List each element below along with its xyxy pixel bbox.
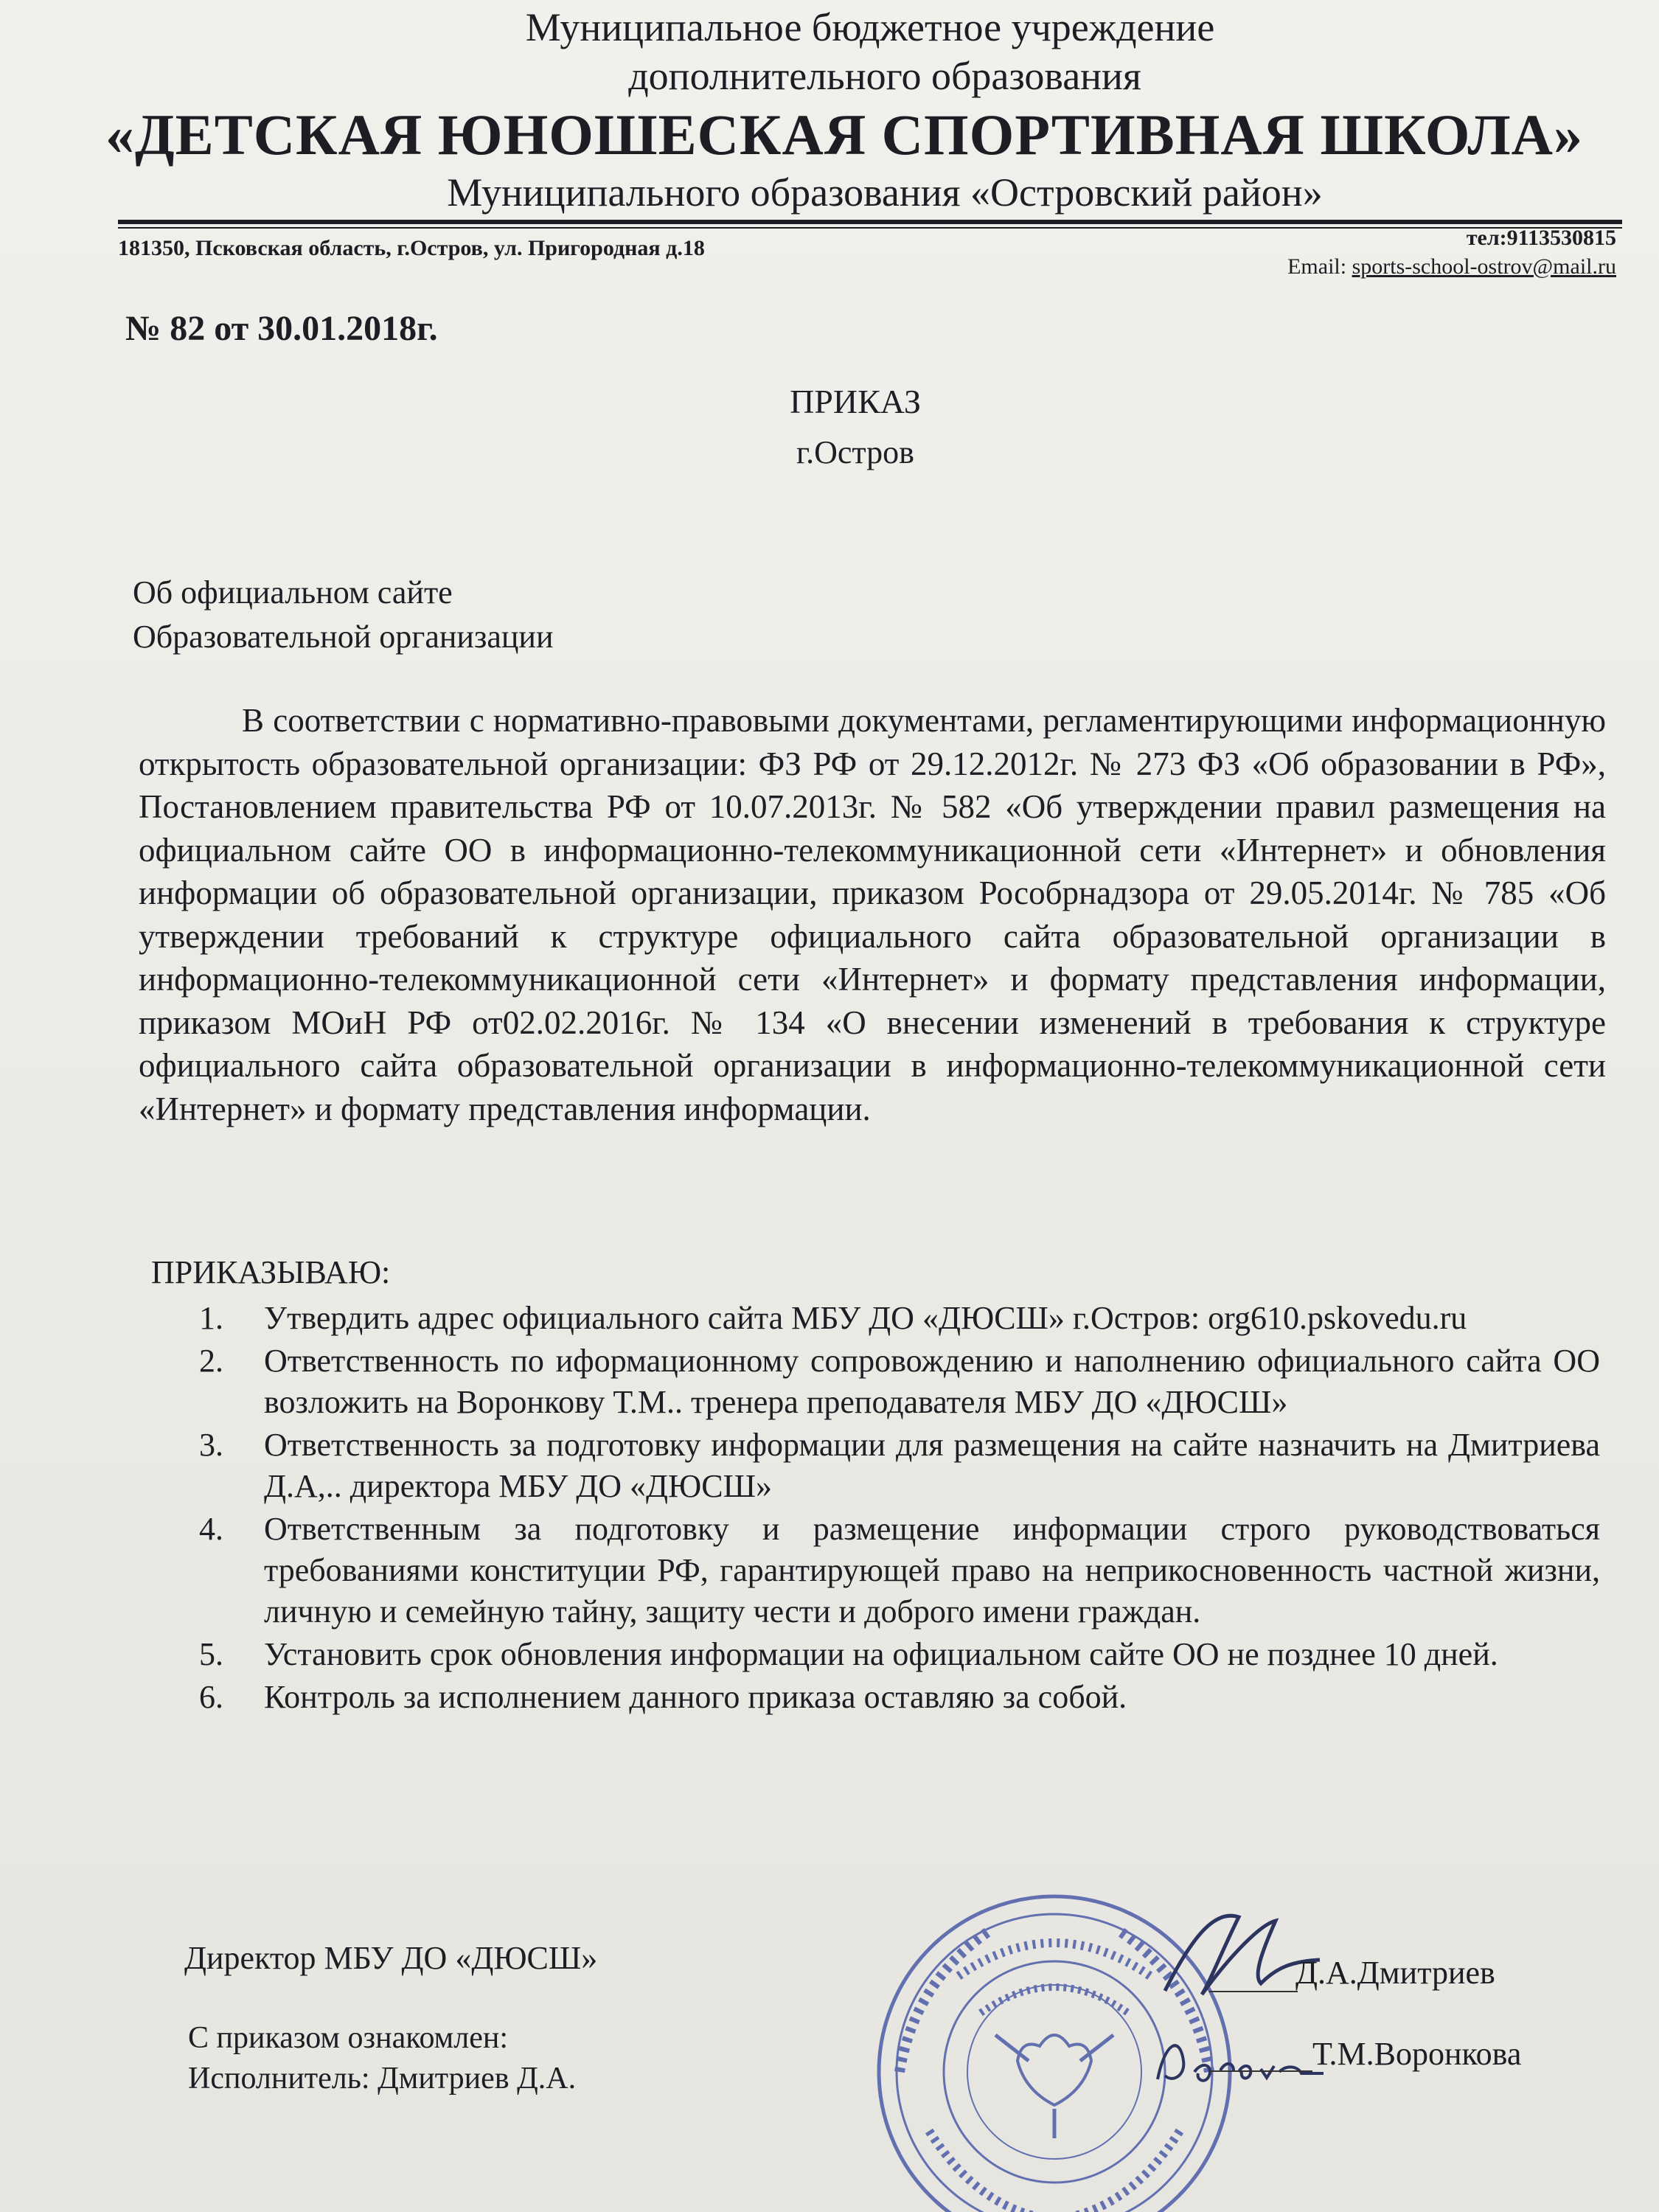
document-city: г.Остров — [796, 434, 914, 470]
body-paragraph: В соответствии с нормативно-правовыми документами, регламентирующими информационную открытость образовательной организации: ФЗ РФ от 29.12.2012г. № 273 ФЗ «Об образовании в РФ», Постановлением правительства РФ от 10.07.2013г. № 582 «Об утверждении правил размещения на официальном сайте ОО в информационно-телекоммуникационной сети «Интернет» и обновления информации об образовательной организации, приказом Рособрнадзора от 29.05.2014г. № 785 «Об утверждении требований к структуре официального сайта образовательной организации в информационно-телекоммуникационной сети «Интернет» и формату представления информации, приказом МОиН РФ от02.02.2016г. № 134 «О внесении изменений в требования к структуре официального сайта образовательной организации в информационно-телекоммуникационной сети «Интернет» и формату представления информации. — [139, 702, 1606, 1127]
order-item — [199, 1677, 1600, 1718]
order-number: 4. — [199, 1511, 223, 1547]
header-divider-thin — [118, 227, 1622, 229]
order-item — [199, 1298, 1600, 1339]
acknowledger-signature-line — [1209, 2070, 1312, 2072]
order-text: Установить срок обновления информации на официальном сайте ОО не позднее 10 дней. — [264, 1636, 1498, 1672]
order-item — [199, 1425, 1600, 1507]
email-link[interactable]: sports-school-ostrov@mail.ru — [1352, 254, 1616, 279]
order-text: Утвердить адрес официального сайта МБУ ДО «ДЮСШ» г.Остров: org610.pskovedu.ru — [264, 1300, 1467, 1336]
order-item — [199, 1634, 1600, 1675]
acknowledgement-label: С приказом ознакомлен: — [188, 2021, 509, 2055]
order-text: Ответственность за подготовку информации для размещения на сайте назначить на Дмитриева Д.А,.. директора МБУ ДО «ДЮСШ» — [264, 1427, 1600, 1504]
org-header-line2: дополнительного образования — [628, 54, 1141, 98]
director-title: Директор МБУ ДО «ДЮСШ» — [184, 1940, 598, 1976]
order-number: 1. — [199, 1300, 223, 1336]
document-title: ПРИКАЗ — [790, 383, 921, 420]
document-number: № 82 от 30.01.2018г. — [125, 309, 438, 348]
acknowledger-signature-icon — [1150, 2020, 1327, 2101]
subject-line2: Образовательной организации — [133, 619, 554, 655]
org-header-line4: Муниципального образования «Островский район» — [447, 170, 1323, 215]
org-name-heading: «ДЕТСКАЯ ЮНОШЕСКАЯ СПОРТИВНАЯ ШКОЛА» — [105, 102, 1583, 167]
order-text: Контроль за исполнением данного приказа оставляю за собой. — [264, 1679, 1127, 1715]
order-item — [199, 1340, 1600, 1423]
order-item — [199, 1509, 1600, 1632]
org-address: 181350, Псковская область, г.Остров, ул. Пригородная д.18 — [118, 236, 705, 260]
order-text: Ответственность по иформационному сопровождению и наполнению официального сайта ОО возложить на Воронкову Т.М.. тренера преподавателя МБУ ДО «ДЮСШ» — [264, 1343, 1600, 1420]
order-number: 3. — [199, 1427, 223, 1463]
orders-list — [199, 1298, 1600, 1719]
org-header-line1: Муниципальное бюджетное учреждение — [525, 5, 1215, 49]
org-email-line — [1287, 254, 1616, 279]
executor-label: Исполнитель: Дмитриев Д.А. — [188, 2062, 577, 2096]
order-number: 6. — [199, 1679, 223, 1715]
subject-line1: Об официальном сайте — [133, 574, 453, 611]
org-phone: тел:9113530815 — [1466, 226, 1616, 250]
header-divider-thick — [118, 220, 1622, 224]
orders-heading: ПРИКАЗЫВАЮ: — [151, 1254, 391, 1290]
director-name: Д.А.Дмитриев — [1295, 1955, 1495, 1991]
order-number: 2. — [199, 1343, 223, 1379]
order-number: 5. — [199, 1636, 223, 1672]
email-label: Email: — [1287, 254, 1347, 279]
order-text: Ответственным за подготовку и размещение информации строго руководствоваться требованиями конституции РФ, гарантирующей право на неприкосновенность частной жизни, личную и семейную тайну, защиту чести и доброго имени граждан. — [264, 1511, 1600, 1630]
acknowledger-name: Т.М.Воронкова — [1312, 2036, 1522, 2072]
director-signature-line — [1209, 1991, 1298, 1992]
